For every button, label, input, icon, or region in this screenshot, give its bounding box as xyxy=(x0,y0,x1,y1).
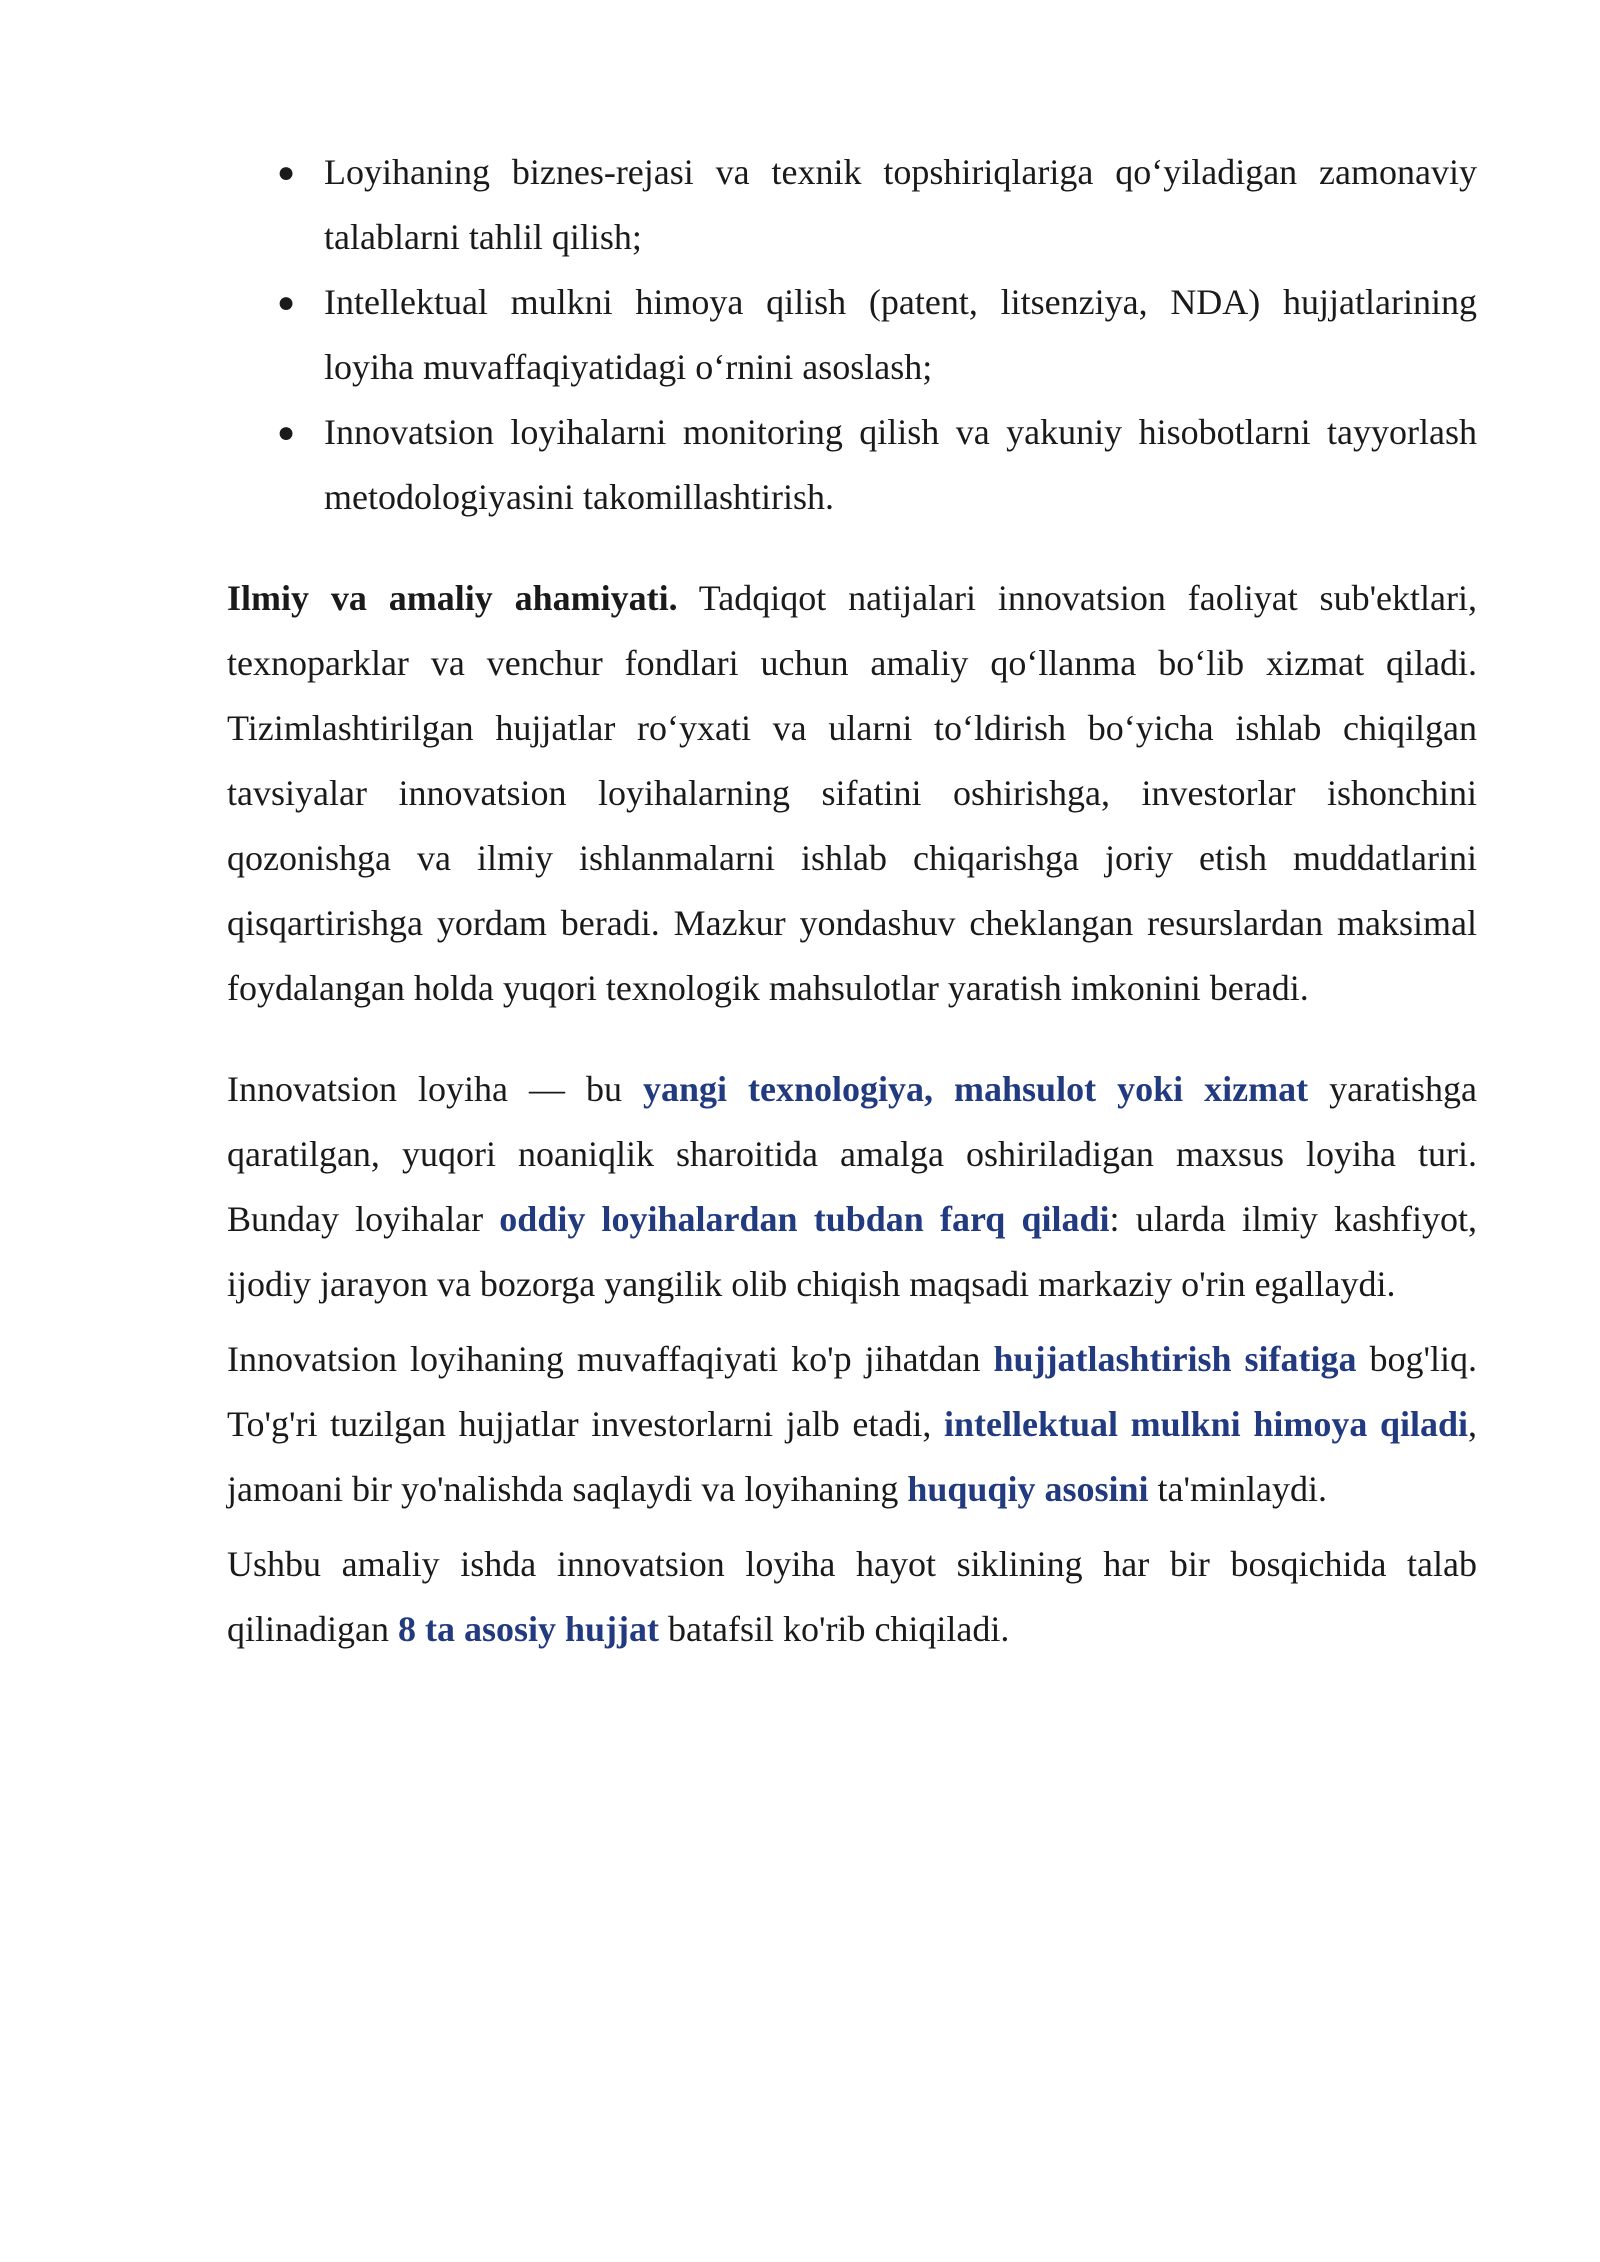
list-item-text: Loyihaning biznes-rejasi va texnik topshiriqlariga qo‘yiladigan zamonaviy talablarni tahlil qilish; xyxy=(324,152,1477,257)
definition-paragraph xyxy=(227,1057,1477,1317)
paragraph-text: Ushbu amaliy ishda innovatsion loyiha hayot siklining har bir bosqichida talab qilinadigan xyxy=(227,1544,1477,1649)
bullet-icon: ● xyxy=(277,156,296,189)
list-item xyxy=(227,400,1477,530)
highlight-text: huquqiy asosini xyxy=(907,1469,1149,1509)
paragraph-text: : ularda ilmiy kashfiyot, ijodiy jarayon va bozorga yangilik olib chiqish maqsadi markaziy o'rin egallaydi. xyxy=(227,1199,1477,1304)
document-page xyxy=(227,140,1477,1662)
bullet-icon: ● xyxy=(277,416,296,449)
highlight-text: 8 ta asosiy hujjat xyxy=(397,1609,659,1649)
paragraph-text: , jamoani bir yo'nalishda saqlaydi va loyihaning xyxy=(227,1404,1477,1509)
paragraph-text: Innovatsion loyihaning muvaffaqiyati ko'p jihatdan xyxy=(227,1339,994,1379)
paragraph-text: ta'minlaydi. xyxy=(1148,1469,1327,1509)
list-item-text: Innovatsion loyihalarni monitoring qilish va yakuniy hisobotlarni tayyorlash metodologiyasini takomillashtirish. xyxy=(324,412,1477,517)
significance-text: Tadqiqot natijalari innovatsion faoliyat sub'ektlari, texnoparklar va venchur fondlari uchun amaliy qo‘llanma bo‘lib xizmat qiladi. Tizimlashtirilgan hujjatlar ro‘yxati va ularni to‘ldirish bo‘yicha ishlab chiqilgan tavsiyalar innovatsion loyihalarning sifatini oshirishga, investorlar ishonchini qozonishga va ilmiy ishlanmalarni ishlab chiqarishga joriy etish muddatlarini qisqartirishga yordam beradi. Mazkur yondashuv cheklangan resurslardan maksimal foydalangan holda yuqori texnologik mahsulotlar yaratish imkonini beradi. xyxy=(227,578,1477,1008)
list-item-text: Intellektual mulkni himoya qilish (patent, litsenziya, NDA) hujjatlarining loyiha muvaffaqiyatidagi o‘rnini asoslash; xyxy=(324,282,1477,387)
list-item xyxy=(227,270,1477,400)
highlight-text: hujjatlashtirish sifatiga xyxy=(993,1339,1357,1379)
paragraph-text: yaratishga qaratilgan, yuqori noaniqlik sharoitida amalga oshiriladigan maxsus loyiha turi. Bunday loyihalar xyxy=(227,1069,1478,1239)
highlight-text: oddiy loyihalardan tubdan farq qiladi xyxy=(499,1199,1110,1239)
highlight-text: intellektual mulkni himoya qiladi xyxy=(944,1404,1468,1444)
bullet-icon: ● xyxy=(277,286,296,319)
significance-paragraph xyxy=(227,566,1477,1021)
paragraph-text: bog'liq. To'g'ri tuzilgan hujjatlar investorlarni jalb etadi, xyxy=(227,1339,1477,1444)
paragraph-text: Innovatsion loyiha — bu xyxy=(227,1069,643,1109)
list-item xyxy=(227,140,1477,270)
highlight-text: yangi texnologiya, mahsulot yoki xizmat xyxy=(643,1069,1309,1109)
scope-paragraph xyxy=(227,1532,1477,1662)
significance-heading: Ilmiy va amaliy ahamiyati. xyxy=(227,578,678,618)
success-paragraph xyxy=(227,1327,1477,1522)
paragraph-text: batafsil ko'rib chiqiladi. xyxy=(659,1609,1010,1649)
objectives-list xyxy=(227,140,1477,530)
